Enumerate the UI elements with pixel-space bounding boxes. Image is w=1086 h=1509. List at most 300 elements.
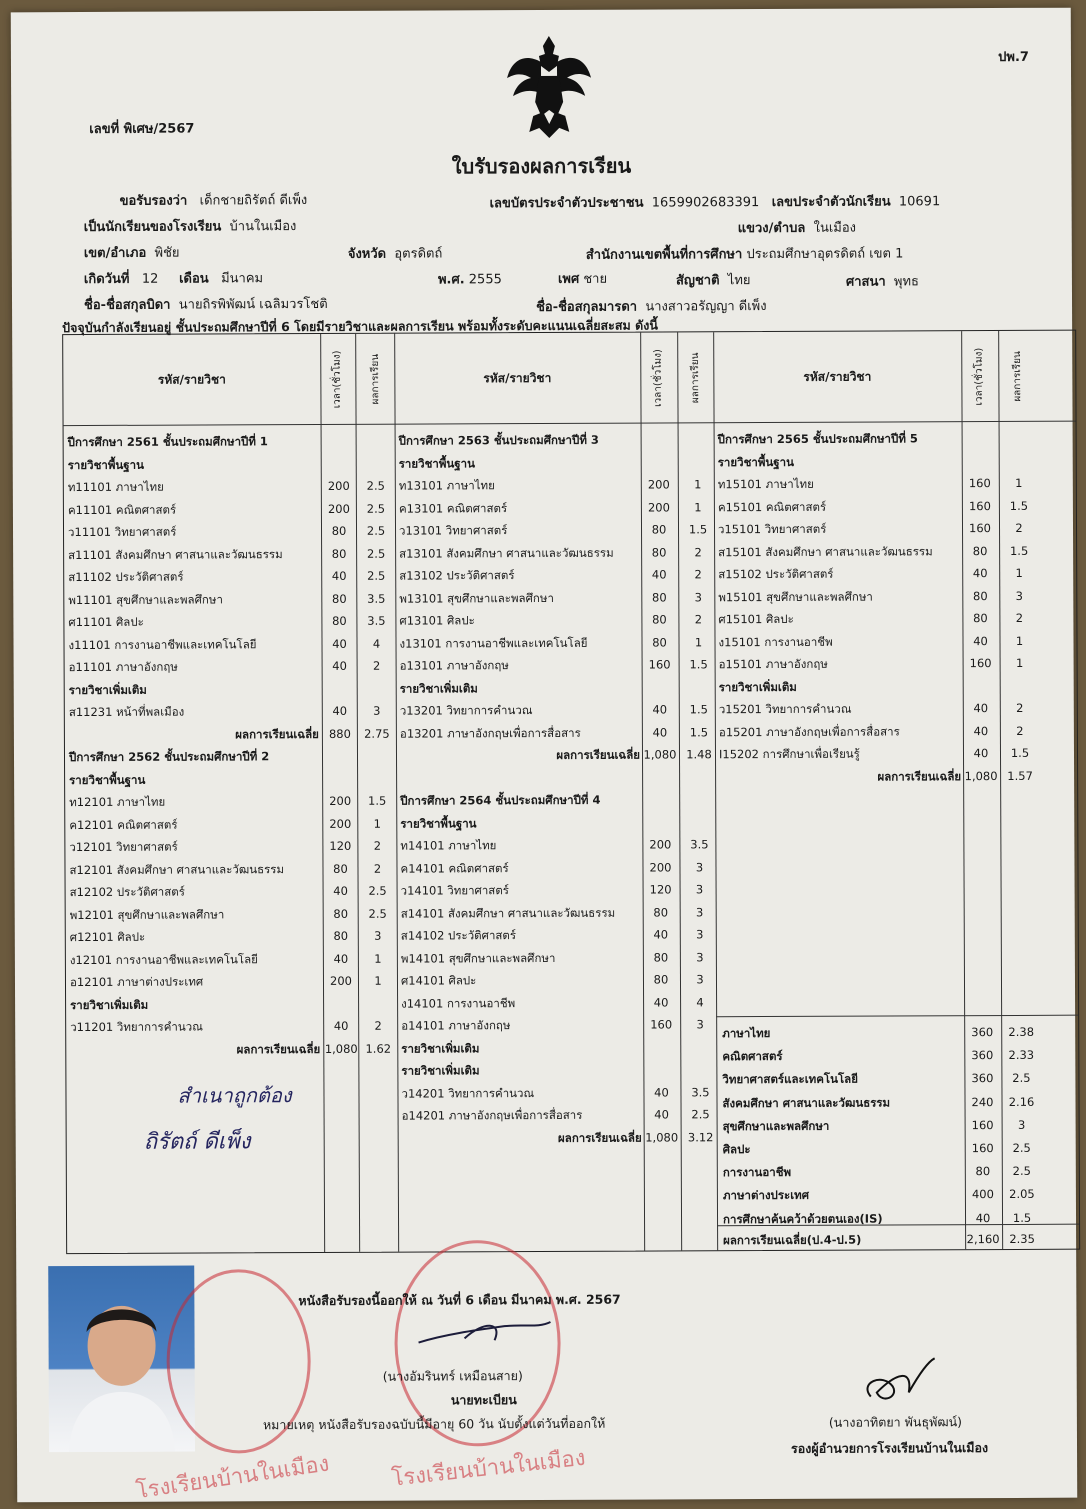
- subject-grade: 3.5: [367, 613, 386, 628]
- id-card-number: 1659902683391: [651, 195, 760, 211]
- subject-name: [400, 766, 640, 789]
- subject-name: พ14101 สุขศึกษาและพลศึกษา: [400, 950, 556, 966]
- section-heading: รายวิชาเพิ่มเติม: [70, 997, 149, 1012]
- section-heading: รายวิชาพื้นฐาน: [400, 815, 477, 831]
- subject-grade: 1: [694, 499, 702, 514]
- subject-hours: 40: [652, 724, 668, 740]
- document-number: เลขที่ พิเศษ/2567: [89, 121, 195, 137]
- subject-name: ง15101 การงานอาชีพ: [718, 634, 833, 649]
- subject-name: ศ15101 ศิลปะ: [718, 611, 794, 627]
- subject-name: อ13101 ภาษาอังกฤษ: [399, 658, 509, 673]
- section-heading: รายวิชาเพิ่มเติม: [718, 679, 797, 694]
- subject-grade: [681, 788, 717, 810]
- subject-name: ส12102 ประวัติศาสตร์: [69, 884, 185, 900]
- subject-hours: [323, 767, 357, 789]
- subject-name: ส15101 สังคมศึกษา ศาสนาและวัฒนธรรม: [718, 543, 933, 559]
- subject-hours: [643, 766, 677, 788]
- subject-name: ส11231 หน้าที่พลเมือง: [68, 704, 185, 720]
- section-heading: รายวิชาเพิ่มเติม: [401, 1063, 480, 1078]
- subject-grade: 1: [1015, 633, 1024, 648]
- subject-name: ว14201 วิทยาการคำนวณ: [401, 1085, 535, 1101]
- subject-grade: 1: [1015, 655, 1024, 670]
- subject-name: ค14101 คณิตศาสตร์: [400, 860, 509, 876]
- subject-hours: [323, 677, 357, 699]
- subject-grade: 3: [695, 882, 704, 897]
- validity-note: หมายเหตุ หนังสือรับรองฉบับนี้มีอายุ 60 วัน นับตั้งแต่วันที่ออกให้: [262, 1415, 606, 1433]
- summary-hours: 400: [971, 1187, 994, 1202]
- student-name: เด็กชายถิรัตถ์ ดีเพ็ง: [199, 193, 308, 209]
- registrar-title: นายทะเบียน: [450, 1392, 517, 1408]
- subject-grade: [358, 430, 394, 452]
- summary-total-label: ผลการเรียนเฉลี่ย(ป.4-ป.5): [723, 1232, 862, 1248]
- subject-grade: 3: [1015, 588, 1023, 603]
- subject-grade: 1: [1015, 565, 1023, 580]
- subject-name: อ12101 ภาษาต่างประเทศ: [69, 974, 204, 990]
- subject-grade: 2: [694, 567, 702, 582]
- subject-name: อ15101 ภาษาอังกฤษ: [718, 656, 828, 672]
- subject-hours: 80: [652, 634, 667, 650]
- subject-name: พ12101 สุขศึกษาและพลศึกษา: [69, 906, 225, 922]
- subject-grade: 1: [694, 477, 702, 492]
- subject-hours: [642, 451, 676, 473]
- subject-hours: 80: [973, 611, 988, 626]
- form-code: ปพ.7: [998, 49, 1029, 66]
- subject-grade: 3: [696, 972, 704, 987]
- religion: พุทธ: [893, 274, 920, 290]
- subject-grade: 2.5: [366, 546, 386, 561]
- subject-hours: 40: [333, 951, 349, 966]
- subject-grade: 1.5: [689, 702, 708, 717]
- summary-hours: 160: [971, 1117, 994, 1132]
- average-label: ผลการเรียนเฉลี่ย: [235, 726, 319, 741]
- subject-grade: 1.5: [689, 657, 708, 672]
- subject-hours: 160: [968, 521, 992, 536]
- subject-name: พ13101 สุขศึกษาและพลศึกษา: [399, 590, 554, 606]
- summary-grade: 3: [1017, 1117, 1026, 1132]
- subject-grade: 2.5: [367, 568, 386, 583]
- summary-grade: 2.38: [1008, 1024, 1035, 1039]
- summary-subject-group: ศิลปะ: [722, 1142, 751, 1157]
- mother-name: นางสาวอรัญญา ดีเพ็ง: [645, 299, 767, 315]
- subject-hours: 40: [332, 703, 348, 718]
- issue-date: หนังสือรับรองนี้ออกให้ ณ วันที่ 6 เดือน มีนาคม พ.ศ. 2567: [298, 1291, 621, 1309]
- subject-hours: [324, 992, 358, 1014]
- subject-hours: 40: [973, 701, 989, 716]
- subject-name: ส13102 ประวัติศาสตร์: [399, 568, 515, 583]
- section-heading: รายวิชาเพิ่มเติม: [401, 1040, 480, 1056]
- subject-hours: 1,080: [324, 1041, 358, 1056]
- subject-hours: 40: [653, 927, 669, 942]
- subject-grade: 1.57: [1007, 768, 1033, 783]
- subject-name: ง11101 การงานอาชีพและเทคโนโลยี: [68, 636, 257, 652]
- subject-hours: [964, 675, 998, 697]
- sex-label: เพศ: [557, 271, 580, 287]
- subject-grade: 2: [1016, 723, 1024, 738]
- subject-hours: 40: [651, 567, 667, 582]
- garuda-emblem-icon: [503, 32, 595, 140]
- subject-name: ท15101 ภาษาไทย: [717, 476, 814, 492]
- registrar-signature: [414, 1312, 554, 1353]
- summary-hours: 80: [975, 1164, 991, 1179]
- subject-hours: 200: [647, 499, 670, 515]
- district: พิชัย: [154, 245, 180, 261]
- nationality: ไทย: [727, 273, 751, 289]
- subject-name: ค13101 คณิตศาสตร์: [398, 500, 508, 516]
- average-label: ผลการเรียนเฉลี่ย: [236, 1041, 321, 1056]
- subject-hours: 40: [333, 883, 348, 898]
- subject-hours: 80: [651, 544, 667, 560]
- summary-grade: 2.16: [1008, 1094, 1035, 1109]
- subject-name: ท11101 ภาษาไทย: [67, 479, 164, 495]
- subject-grade: 3.5: [691, 1084, 710, 1099]
- subject-hours: 80: [972, 588, 988, 603]
- subject-hours: 200: [647, 477, 670, 492]
- subject-name: ว15101 วิทยาศาสตร์: [717, 521, 827, 537]
- header-grade-2: ผลการเรียน: [689, 352, 701, 403]
- subject-name: ว14101 วิทยาศาสตร์: [400, 883, 509, 898]
- subject-grade: 3.5: [367, 591, 386, 606]
- subject-grade: 2.75: [364, 726, 390, 741]
- subject-grade: 1.5: [1009, 543, 1029, 558]
- subject-name: ค12101 คณิตศาสตร์: [69, 817, 178, 832]
- subject-hours: 40: [973, 746, 989, 761]
- subject-hours: 40: [972, 566, 988, 581]
- subject-hours: 200: [329, 793, 352, 808]
- subject-grade: 2.5: [366, 523, 386, 538]
- subject-name: ว13101 วิทยาศาสตร์: [398, 523, 508, 538]
- subject-grade: [681, 766, 717, 788]
- subject-name: ว11201 วิทยาการคำนวณ: [70, 1019, 203, 1035]
- father-label: ชื่อ-ชื่อสกุลบิดา: [84, 297, 171, 314]
- subject-name: อ15201 ภาษาอังกฤษเพื่อการสื่อสาร: [718, 723, 900, 739]
- subject-hours: 200: [329, 973, 352, 988]
- birth-day: 12: [141, 271, 159, 287]
- subject-hours: 80: [651, 589, 667, 605]
- subject-name: ส11102 ประวัติศาสตร์: [68, 569, 184, 585]
- father-name: นายถิรพิพัฒน์ เฉลิมวรโชติ: [178, 296, 328, 313]
- subject-grade: 1.48: [686, 747, 712, 762]
- summary-subject-group: การงานอาชีพ: [722, 1165, 792, 1180]
- subject-hours: [644, 1036, 678, 1058]
- section-heading: รายวิชาพื้นฐาน: [69, 772, 146, 787]
- subject-grade: [1001, 449, 1037, 471]
- subject-name: พ11101 สุขศึกษาและพลศึกษา: [68, 591, 223, 607]
- subject-hours: 120: [649, 882, 672, 897]
- subject-name: ค11101 คณิตศาสตร์: [67, 502, 177, 517]
- area-label: สำนักงานเขตพื้นที่การศึกษา: [585, 247, 743, 263]
- subject-grade: 2: [372, 658, 381, 673]
- subject-name: ส12101 สังคมศึกษา ศาสนาและวัฒนธรรม: [69, 861, 285, 877]
- header-subject-3: รหัส/รายวิชา: [803, 369, 872, 384]
- subject-grade: 3.5: [690, 837, 709, 852]
- section-heading: รายวิชาเพิ่มเติม: [399, 680, 478, 696]
- subject-grade: [358, 452, 394, 474]
- average-label: ผลการเรียนเฉลี่ย: [877, 768, 962, 784]
- subject-hours: 40: [332, 636, 347, 651]
- subject-hours: [644, 1058, 678, 1080]
- subject-name: ส14102 ประวัติศาสตร์: [400, 928, 517, 943]
- student-no: 10691: [898, 194, 941, 210]
- subject-hours: 40: [973, 633, 988, 648]
- province: อุตรดิตถ์: [394, 246, 443, 262]
- student-no-label: เลขประจำตัวนักเรียน: [771, 194, 891, 211]
- subject-grade: [682, 1036, 718, 1058]
- subject-name: ส11101 สังคมศึกษา ศาสนาและวัฒนธรรม: [68, 546, 283, 562]
- subject-name: ศ14101 ศิลปะ: [400, 973, 477, 988]
- subject-hours: 80: [652, 612, 667, 627]
- summary-subject-group: สังคมศึกษา ศาสนาและวัฒนธรรม: [722, 1095, 891, 1110]
- subject-grade: 3: [373, 703, 381, 718]
- subject-grade: 1: [374, 951, 382, 966]
- subject-name: ง13101 การงานอาชีพและเทคโนโลยี: [399, 635, 588, 651]
- subject-grade: 2.5: [366, 501, 386, 516]
- handwritten-student-name: ถิรัตถ์ ดีเพ็ง: [143, 1129, 251, 1155]
- summary-subject-group: ภาษาต่างประเทศ: [722, 1188, 810, 1203]
- summary-subject-group: ภาษาไทย: [722, 1026, 771, 1041]
- subject-hours: [322, 430, 356, 452]
- subject-hours: 80: [653, 904, 669, 920]
- subject-grade: 1: [1015, 475, 1023, 490]
- subject-hours: 40: [331, 568, 347, 583]
- section-heading: รายวิชาพื้นฐาน: [67, 457, 144, 472]
- summary-hours: 360: [971, 1048, 994, 1063]
- section-heading: ปีการศึกษา 2563 ชั้นประถมศึกษาปีที่ 3: [398, 432, 599, 448]
- subject-hours: [643, 676, 677, 698]
- subject-name: ส14101 สังคมศึกษา ศาสนาและวัฒนธรรม: [400, 905, 616, 921]
- subject-hours: 200: [329, 816, 352, 831]
- subject-grade: 3: [374, 928, 382, 943]
- subject-grade: [680, 428, 716, 450]
- subject-grade: 3: [696, 1017, 704, 1032]
- subject-hours: 40: [333, 1018, 349, 1033]
- mother-label: ชื่อ-ชื่อสกุลมารดา: [536, 299, 638, 316]
- subject-grade: 1.62: [365, 1041, 392, 1056]
- subject-grade: 2: [694, 612, 703, 627]
- subject-hours: 80: [653, 949, 669, 965]
- subject-name: ศ13101 ศิลปะ: [399, 613, 475, 628]
- id-card-label: เลขบัตรประจำตัวประชาชน: [489, 195, 644, 212]
- section-heading: ปีการศึกษา 2562 ชั้นประถมศึกษาปีที่ 2: [68, 749, 270, 765]
- subject-name: ง14101 การงานอาชีพ: [401, 995, 516, 1011]
- subject-grade: 3: [696, 949, 704, 964]
- subject-hours: 160: [648, 657, 671, 672]
- subject-name: ศ11101 ศิลปะ: [68, 614, 144, 630]
- section-heading: ปีการศึกษา 2565 ชั้นประถมศึกษาปีที่ 5: [717, 431, 918, 447]
- subject-grade: 2.5: [366, 478, 385, 493]
- subject-grade: 3.12: [687, 1129, 714, 1144]
- header-subject-1: รหัส/รายวิชา: [157, 371, 226, 387]
- subject-grade: 2.5: [368, 906, 387, 921]
- sex: ชาย: [583, 271, 608, 287]
- summary-hours: 40: [975, 1210, 991, 1225]
- subject-hours: 80: [332, 613, 347, 628]
- district-label: เขต/อำเภอ: [83, 245, 147, 262]
- school-name: บ้านในเมือง: [229, 219, 297, 235]
- subject-hours: 160: [650, 1017, 673, 1032]
- section-heading: ปีการศึกษา 2561 ชั้นประถมศึกษาปีที่ 1: [67, 434, 268, 450]
- subject-hours: 80: [333, 928, 349, 943]
- subject-name: ท13101 ภาษาไทย: [398, 478, 495, 493]
- subject-grade: 2.5: [691, 1107, 710, 1122]
- subject-name: ส13101 สังคมศึกษา ศาสนาและวัฒนธรรม: [399, 545, 614, 561]
- header-hours-2: เวลา(ชั่วโมง): [652, 348, 664, 407]
- subject-grade: 2: [374, 1018, 382, 1033]
- subject-hours: 160: [968, 476, 991, 491]
- stamp-text-center: โรงเรียนบ้านในเมือง: [390, 1445, 587, 1492]
- subject-name: ว13201 วิทยาการคำนวณ: [399, 703, 533, 718]
- subject-name: ศ12101 ศิลปะ: [69, 929, 146, 945]
- subject-grade: [680, 451, 716, 473]
- summary-subject-group: สุขศึกษาและพลศึกษา: [722, 1118, 830, 1134]
- document-title: ใบรับรองผลการเรียน: [451, 153, 632, 179]
- registrar-name: (นางอัมรินทร์ เหมือนสาย): [382, 1368, 523, 1384]
- subject-grade: [360, 992, 396, 1014]
- subject-grade: 3: [695, 859, 704, 874]
- subject-name: อ13201 ภาษาอังกฤษเพื่อการสื่อสาร: [399, 725, 581, 741]
- school-label: เป็นนักเรียนของโรงเรียน: [83, 219, 222, 236]
- subject-grade: 2: [694, 544, 702, 559]
- stamp-text-left: โรงเรียนบ้านในเมือง: [134, 1451, 331, 1505]
- subject-grade: 1.5: [688, 522, 708, 537]
- subject-hours: 1,080: [964, 768, 998, 783]
- subject-grade: 4: [696, 994, 704, 1009]
- subject-grade: 2: [373, 838, 382, 853]
- subject-grade: 3: [694, 589, 702, 604]
- deputy-name: (นางอาทิตยา พันธุพัฒน์): [828, 1414, 963, 1430]
- summary-hours: 160: [971, 1141, 994, 1156]
- birth-year: 2555: [468, 272, 502, 288]
- subject-grade: [682, 1058, 718, 1080]
- subject-name: อ14201 ภาษาอังกฤษเพื่อการสื่อสาร: [401, 1107, 583, 1123]
- subject-grade: 1: [374, 973, 382, 988]
- subject-hours: 80: [651, 522, 667, 537]
- subdistrict-label: แขวง/ตำบล: [737, 220, 806, 237]
- subject-name: ง12101 การงานอาชีพและเทคโนโลยี: [69, 951, 258, 967]
- subject-hours: 120: [329, 838, 352, 853]
- subject-hours: 160: [969, 656, 992, 671]
- subject-name: ว11101 วิทยาศาสตร์: [67, 524, 177, 540]
- subject-hours: 40: [973, 723, 989, 738]
- subject-grade: [359, 767, 395, 789]
- subject-hours: 40: [653, 994, 669, 1010]
- subject-hours: 200: [327, 501, 350, 516]
- subject-hours: 80: [972, 543, 988, 558]
- subject-hours: 200: [327, 478, 350, 493]
- summary-line: ปัจจุบันกำลังเรียนอยู่ ชั้นประถมศึกษาปีที่ 6 โดยมีรายวิชาและผลการเรียน พร้อมทั้งระดับคะแนนเฉลี่ยสะสม ดังนี้: [62, 317, 658, 336]
- subject-hours: 80: [331, 546, 347, 561]
- subject-grade: 2: [1016, 700, 1024, 715]
- average-label: ผลการเรียนเฉลี่ย: [557, 1130, 642, 1145]
- subject-grade: [359, 677, 395, 699]
- area: ประถมศึกษาอุตรดิตถ์ เขต 1: [746, 246, 904, 263]
- summary-grade: 2.5: [1012, 1140, 1031, 1155]
- header-hours-1: เวลา(ชั่วโมง): [331, 349, 343, 408]
- summary-subject-group: การศึกษาค้นคว้าด้วยตนเอง(IS): [722, 1211, 883, 1226]
- birth-day-label: เกิดวันที่: [83, 271, 130, 288]
- section-heading: รายวิชาพื้นฐาน: [717, 454, 794, 469]
- birth-year-label: พ.ศ.: [437, 272, 465, 288]
- subject-grade: [1002, 674, 1038, 696]
- religion-label: ศาสนา: [845, 274, 886, 290]
- subject-hours: 1,080: [643, 747, 677, 762]
- subject-hours: 200: [649, 837, 672, 852]
- subject-name: ท12101 ภาษาไทย: [69, 794, 166, 810]
- subject-hours: 80: [331, 591, 347, 606]
- handwritten-certified-copy: สำเนาถูกต้อง: [177, 1083, 292, 1108]
- header-grade-1: ผลการเรียน: [369, 353, 381, 405]
- summary-grade: 2.5: [1012, 1071, 1031, 1086]
- subdistrict: ในเมือง: [813, 220, 857, 236]
- birth-month-label: เดือน: [179, 271, 209, 287]
- summary-hours: 360: [971, 1025, 994, 1040]
- header-hours-3: เวลา(ชั่วโมง): [973, 347, 985, 406]
- summary-grade: 2.05: [1009, 1187, 1035, 1202]
- summary-total-grade: 2.35: [1009, 1231, 1035, 1246]
- subject-hours: [642, 428, 676, 450]
- summary-total-hours: 2,160: [966, 1232, 1000, 1247]
- subject-grade: 1.5: [368, 793, 387, 808]
- subject-hours: [323, 745, 357, 767]
- subject-grade: 2: [373, 861, 382, 876]
- subject-grade: [359, 745, 395, 767]
- subject-grade: 1.5: [689, 724, 709, 739]
- cert-label: ขอรับรองว่า: [119, 193, 188, 209]
- subject-hours: 880: [328, 726, 351, 741]
- subject-hours: 80: [333, 906, 349, 921]
- subject-grade: 1: [373, 816, 381, 831]
- summary-grade: 1.5: [1012, 1210, 1032, 1225]
- subject-name: อ11101 ภาษาอังกฤษ: [68, 659, 178, 675]
- subject-hours: 80: [333, 861, 348, 876]
- subject-hours: 40: [332, 658, 347, 673]
- deputy-title: รองผู้อำนวยการโรงเรียนบ้านในเมือง: [790, 1440, 989, 1456]
- subject-hours: 1,080: [645, 1129, 679, 1145]
- subject-name: ว12101 วิทยาศาสตร์: [69, 839, 178, 855]
- grades-table: [62, 330, 1080, 1254]
- subject-grade: [681, 811, 717, 833]
- subject-name: พ15101 สุขศึกษาและพลศึกษา: [718, 589, 873, 604]
- certificate-paper: [11, 8, 1077, 1503]
- subject-grade: [1001, 427, 1037, 449]
- birth-month: มีนาคม: [221, 271, 264, 287]
- subject-name: I15202 การศึกษาเพื่อเรียนรู้: [718, 746, 860, 762]
- subject-grade: 2: [1015, 610, 1024, 625]
- subject-grade: 1.5: [1009, 498, 1029, 513]
- subject-hours: 80: [331, 523, 347, 538]
- subject-grade: 3: [695, 904, 704, 919]
- subject-grade: 4: [372, 636, 381, 651]
- summary-grade: 2.33: [1008, 1048, 1035, 1063]
- summary-hours: 240: [971, 1094, 994, 1109]
- subject-hours: [643, 811, 677, 833]
- summary-subject-group: วิทยาศาสตร์และเทคโนโลยี: [722, 1072, 858, 1087]
- summary-grade: 2.5: [1012, 1164, 1031, 1179]
- subject-name: ท14101 ภาษาไทย: [400, 838, 497, 853]
- subject-name: อ14101 ภาษาอังกฤษ: [401, 1018, 511, 1033]
- subject-grade: [681, 676, 717, 698]
- header-subject-2: รหัส/รายวิชา: [483, 370, 552, 385]
- nationality-label: สัญชาติ: [675, 273, 720, 289]
- summary-hours: 360: [971, 1071, 994, 1086]
- subject-hours: [963, 427, 997, 449]
- subject-hours: [322, 452, 356, 474]
- subject-hours: 40: [652, 702, 668, 717]
- subject-hours: 40: [654, 1107, 669, 1122]
- subject-grade: 2.5: [368, 883, 387, 898]
- summary-subject-group: คณิตศาสตร์: [722, 1049, 783, 1064]
- province-label: จังหวัด: [347, 246, 387, 262]
- subject-hours: 200: [649, 859, 672, 875]
